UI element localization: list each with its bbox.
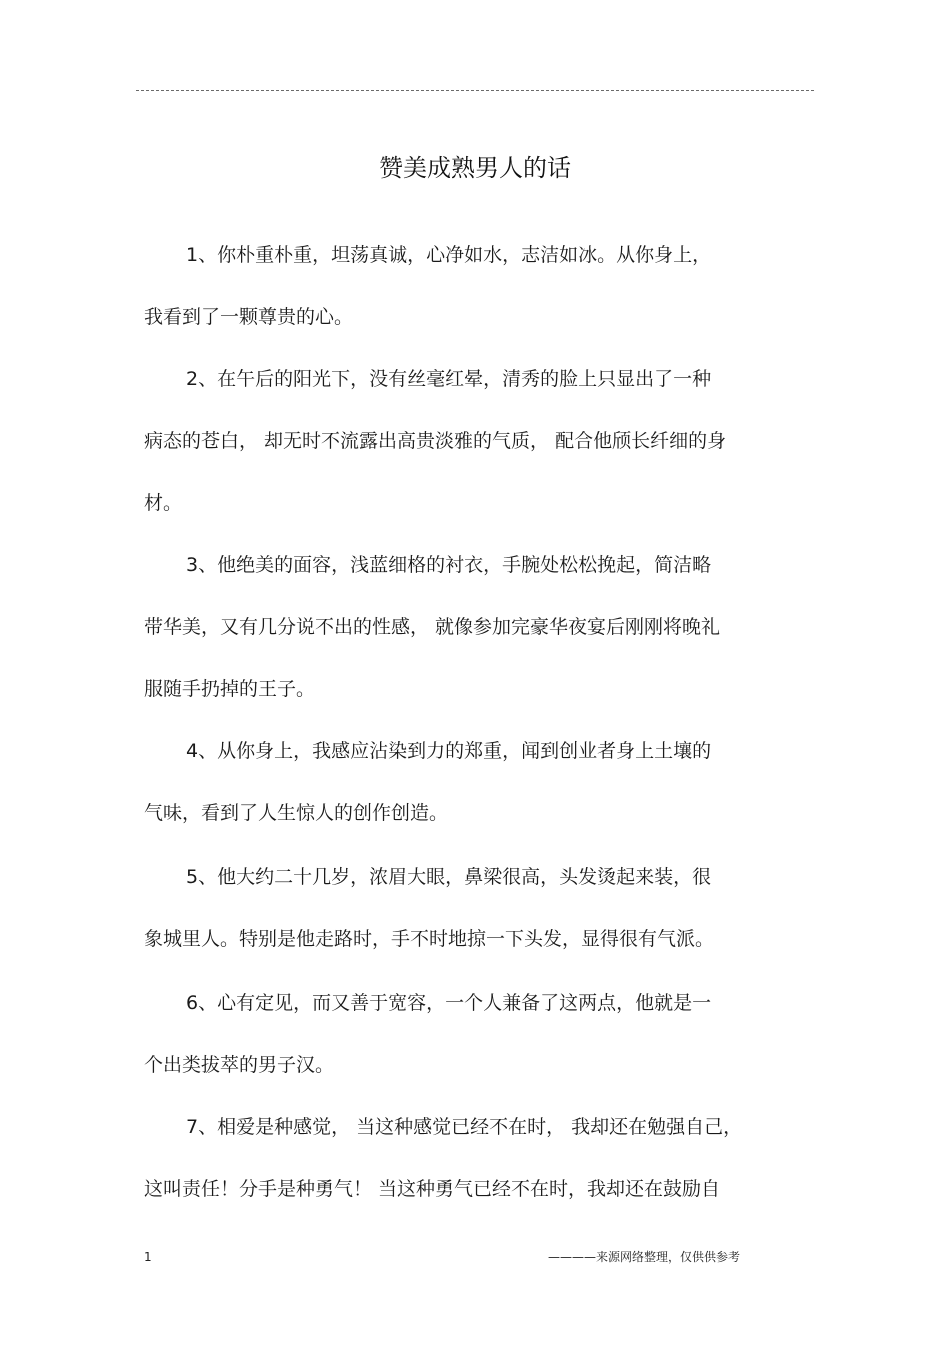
paragraph-2-line-3: 材。 bbox=[144, 492, 183, 514]
paragraph-5-line-1: 5、他大约二十几岁，浓眉大眼，鼻梁很高，头发烫起来装，很 bbox=[186, 866, 712, 888]
paragraph-1-line-1: 1、你朴重朴重，坦荡真诚，心净如水，志洁如冰。从你身上， bbox=[186, 244, 712, 266]
header-dashed-rule bbox=[136, 90, 814, 91]
paragraph-4-line-1: 4、从你身上，我感应沾染到力的郑重，闻到创业者身上土壤的 bbox=[186, 740, 712, 762]
paragraph-5-line-2: 象城里人。特别是他走路时，手不时地掠一下头发，显得很有气派。 bbox=[144, 928, 715, 950]
page-number: 1 bbox=[144, 1250, 152, 1264]
paragraph-7-line-1: 7、相爱是种感觉， 当这种感觉已经不在时， 我却还在勉强自己， bbox=[186, 1116, 743, 1138]
document-title: 赞美成熟男人的话 bbox=[379, 154, 571, 182]
paragraph-2-line-1: 2、在午后的阳光下，没有丝毫红晕，清秀的脸上只显出了一种 bbox=[186, 368, 712, 390]
paragraph-6-line-2: 个出类拔萃的男子汉。 bbox=[144, 1054, 335, 1076]
paragraph-4-line-2: 气味，看到了人生惊人的创作创造。 bbox=[144, 802, 449, 824]
paragraph-3-line-3: 服随手扔掉的王子。 bbox=[144, 678, 316, 700]
paragraph-3-line-2: 带华美，又有几分说不出的性感， 就像参加完豪华夜宴后刚刚将晚礼 bbox=[144, 616, 721, 638]
paragraph-6-line-1: 6、心有定见，而又善于宽容，一个人兼备了这两点，他就是一 bbox=[186, 992, 712, 1014]
paragraph-7-line-2: 这叫责任！分手是种勇气！ 当这种勇气已经不在时，我却还在鼓励自 bbox=[144, 1178, 721, 1200]
paragraph-2-line-2: 病态的苍白， 却无时不流露出高贵淡雅的气质， 配合他颀长纤细的身 bbox=[144, 430, 727, 452]
paragraph-3-line-1: 3、他绝美的面容，浅蓝细格的衬衣，手腕处松松挽起，简洁略 bbox=[186, 554, 712, 576]
footer-source-note: ————来源网络整理，仅供供参考 bbox=[548, 1250, 741, 1264]
paragraph-1-line-2: 我看到了一颗尊贵的心。 bbox=[144, 306, 354, 328]
